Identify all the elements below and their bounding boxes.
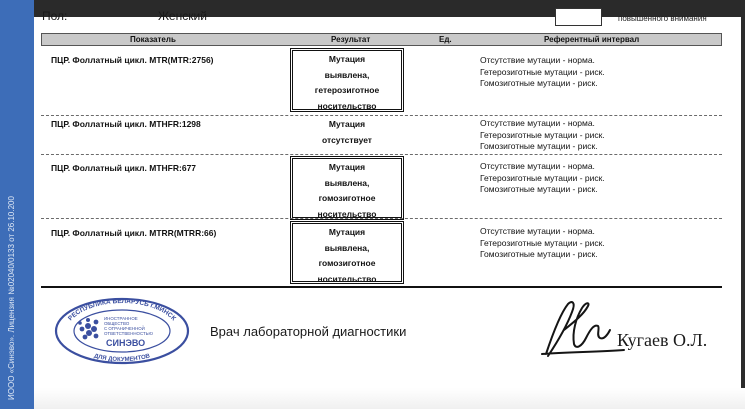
attention-checkbox — [555, 8, 602, 26]
row-divider — [41, 218, 722, 219]
result-line: носительство — [317, 208, 377, 219]
result-box — [290, 117, 404, 148]
reference-line: Гомозиготные мутации - риск. — [480, 184, 598, 194]
stamp-flower-icon — [78, 318, 98, 339]
stamp-center-line: ИНОСТРАННОЕ — [104, 316, 138, 321]
result-line: выявлена, — [324, 69, 370, 80]
attention-label: повышенного внимания — [618, 14, 707, 23]
result-line: гомозиготное — [318, 193, 376, 203]
result-line: Мутация — [328, 119, 366, 129]
doctor-name: Кугаев О.Л. — [617, 330, 708, 350]
result-line: выявлена, — [324, 177, 370, 188]
table-row — [41, 221, 722, 284]
result-line: гетерозиготное — [314, 85, 380, 95]
result-line: носительство — [317, 273, 377, 284]
header-indicator: Показатель — [130, 35, 176, 44]
result-line: гомозиготное — [318, 258, 376, 268]
row-divider — [41, 154, 722, 155]
indicator-name: ПЦР. Фоллатный цикл. MTRR(MTRR:66) — [51, 228, 217, 238]
stamp-center-line: ОТВЕТСТВЕННОСТЬЮ — [104, 331, 153, 336]
stamp-top-text: РЕСПУБЛИКА БЕЛАРУСЬ г.МИНСК — [67, 297, 177, 323]
reference-line: Отсутствие мутации - норма. — [480, 118, 595, 128]
reference-line: Отсутствие мутации - норма. — [480, 226, 595, 236]
stamp-center-line: С ОГРАНИЧЕННОЙ — [104, 326, 145, 331]
header-unit: Ед. — [439, 35, 452, 44]
reference-line: Отсутствие мутации - норма. — [480, 161, 595, 171]
stamp-bottom-text: ДЛЯ ДОКУМЕНТОВ — [93, 353, 151, 364]
header-reference: Референтный интервал — [544, 35, 640, 44]
patient-info-row — [34, 0, 745, 26]
indicator-name: ПЦР. Фоллатный цикл. MTHFR:1298 — [51, 119, 201, 129]
result-box — [290, 221, 404, 284]
reference-interval — [480, 55, 605, 90]
result-line: носительство — [317, 100, 377, 111]
patient-sex-value: Женский — [158, 9, 207, 23]
table-row — [41, 156, 722, 220]
reference-interval — [480, 226, 605, 261]
reference-line: Гомозиготные мутации - риск. — [480, 249, 598, 259]
result-box — [290, 48, 404, 112]
indicator-name: ПЦР. Фоллатный цикл. MTHFR:677 — [51, 163, 197, 173]
reference-interval — [480, 161, 605, 196]
stamp-center-line: ОБЩЕСТВО — [104, 321, 130, 326]
indicator-name: ПЦР. Фоллатный цикл. MTR(MTR:2756) — [51, 55, 214, 65]
license-text: ИООО «Синэво». Лицензия №02040/0133 от 26.10.200 — [7, 196, 16, 400]
right-edge-bar — [741, 0, 745, 409]
result-line: Мутация — [328, 162, 366, 172]
doctor-title: Врач лабораторной диагностики — [210, 324, 407, 339]
result-line: Мутация — [328, 54, 366, 64]
reference-line: Гетерозиготные мутации - риск. — [480, 237, 605, 248]
table-row — [41, 117, 722, 153]
result-line: Мутация — [328, 227, 366, 237]
result-box — [290, 156, 404, 220]
organization-stamp — [52, 293, 192, 365]
reference-line: Гетерозиготные мутации - риск. — [480, 172, 605, 183]
table-bottom-rule — [41, 286, 722, 288]
results-table-header — [41, 33, 722, 46]
patient-sex-label: Пол: — [42, 9, 68, 23]
result-line: выявлена, — [324, 242, 370, 253]
row-divider — [41, 115, 722, 116]
reference-line: Отсутствие мутации - норма. — [480, 55, 595, 65]
stamp-brand: СИНЭВО — [106, 338, 146, 348]
license-sidebar — [0, 0, 34, 409]
handwritten-signature — [538, 296, 628, 364]
page-bottom-margin — [34, 388, 745, 409]
reference-line: Гетерозиготные мутации - риск. — [480, 129, 605, 140]
reference-interval — [480, 118, 605, 153]
reference-line: Гомозиготные мутации - риск. — [480, 78, 598, 88]
result-line: отсутствует — [322, 134, 372, 145]
table-row — [41, 48, 722, 112]
reference-line: Гомозиготные мутации - риск. — [480, 141, 598, 151]
header-result: Результат — [331, 35, 371, 44]
reference-line: Гетерозиготные мутации - риск. — [480, 66, 605, 77]
